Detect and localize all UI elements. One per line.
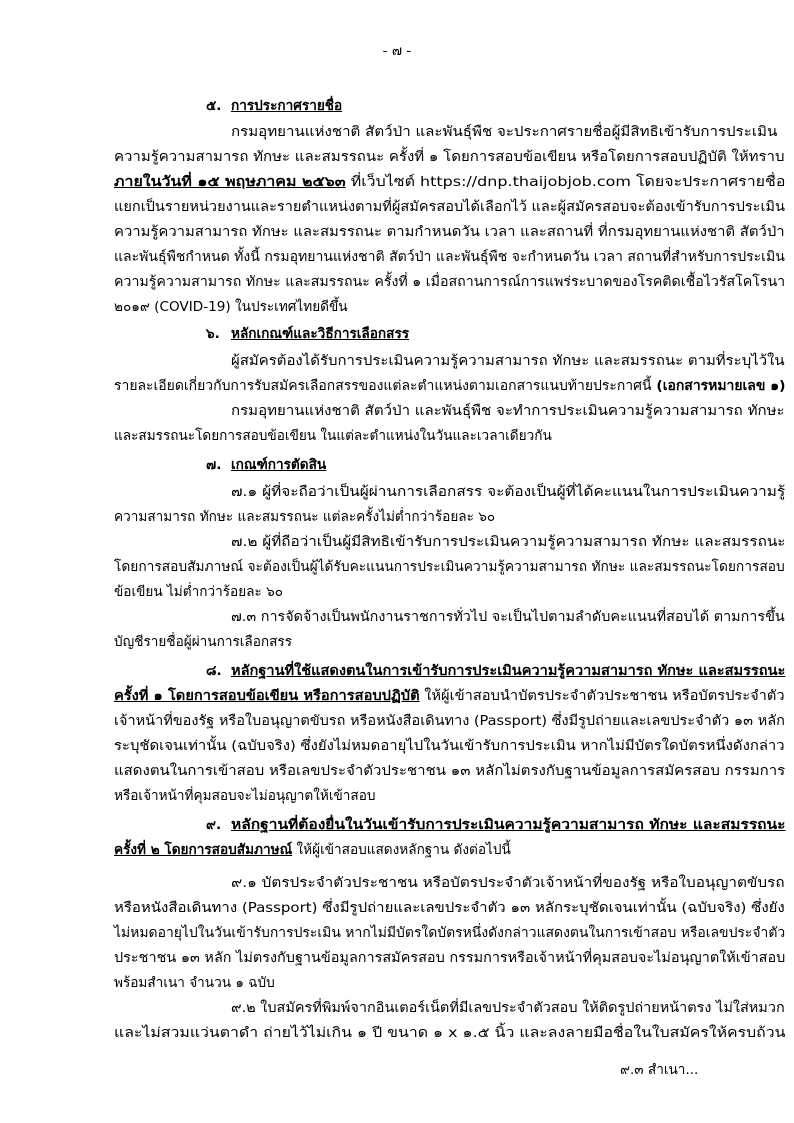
s8-text-line: เจ้าหน้าที่ของรัฐ หรือใบอนุญาตขับรถ หรือหนังสือเดินทาง (Passport) ซึ่งมีรูปถ่ายและเลขประจำตัว ๑๓ หลัก bbox=[114, 713, 785, 729]
s7-item-line: ๗.๓ การจัดจ้างเป็นพนักงานราชการทั่วไป จะเป็นไปตามลำดับคะแนนที่สอบได้ ตามการขึ้น bbox=[231, 609, 785, 625]
section-8-heading-cont: ครั้งที่ ๑ โดยการสอบข้อเขียน หรือการสอบปฏิบัติ bbox=[114, 688, 420, 704]
s5-text-line: ๒๐๑๙ (COVID-19) ในประเทศไทยดีขึ้น bbox=[114, 299, 348, 315]
s7-item-line: ข้อเขียน ไม่ต่ำกว่าร้อยละ ๖๐ bbox=[114, 584, 284, 600]
s5-text-line: ความรู้ความสามารถ ทักษะ และสมรรถนะ ครั้งที่ ๑ เมื่อสถานการณ์การแพร่ระบาดของโรคติดเชื้อไวรัสโคโรนา bbox=[114, 274, 786, 290]
s5-text-line-with-date bbox=[114, 172, 785, 192]
s9-text-line-with-heading: ครั้งที่ ๒ โดยการสอบสัมภาษณ์ ให้ผู้เข้าสอบแสดงหลักฐาน ดังต่อไปนี้ bbox=[114, 842, 511, 858]
section-8-heading: หลักฐานที่ใช้แสดงตนในการเข้ารับการประเมินความรู้ความสามารถ ทักษะ และสมรรถนะ bbox=[231, 663, 786, 679]
section-5-number: ๕. bbox=[206, 98, 222, 114]
s5-text-line: และพันธุ์พืชกำหนด ทั้งนี้ กรมอุทยานแห่งชาติ สัตว์ป่า และพันธุ์พืช จะกำหนดวัน เวลา สถานที่สำหรับการประเมิน bbox=[114, 249, 785, 265]
s9-item-line: ประชาชน ๑๓ หลัก ไม่ตรงกับฐานข้อมูลการสมัครสอบ กรรมการหรือเจ้าหน้าที่คุมสอบจะไม่อนุญาตให้เข้าสอบ bbox=[114, 950, 786, 966]
s7-item-line: โดยการสอบสัมภาษณ์ จะต้องเป็นผู้ได้รับคะแนนการประเมินความรู้ความสามารถ ทักษะ และสมรรถนะโดยการสอบ bbox=[114, 559, 785, 575]
website-text: ที่เว็บไซต์ https://dnp.thaijobjob.com โดยจะประกาศรายชื่อ bbox=[345, 174, 786, 190]
s7-item-line: ๗.๒ ผู้ที่ถือว่าเป็นผู้มีสิทธิเข้ารับการประเมินความรู้ความสามารถ ทักษะ และสมรรถนะ bbox=[231, 534, 786, 550]
s5-text-line: แยกเป็นรายหน่วยงานและรายตำแหน่งตามที่ผู้สมัครสอบได้เลือกไว้ และผู้สมัครสอบจะต้องเข้ารับการประเมิน bbox=[114, 199, 785, 215]
s9-item-line: และไม่สวมแว่นตาดำ ถ่ายไว้ไม่เกิน ๑ ปี ขนาด ๑ x ๑.๕ นิ้ว และลงลายมือชื่อในใบสมัครให้ครบถ้วน bbox=[114, 1025, 786, 1041]
s5-text-line: ความรู้ความสามารถ ทักษะ และสมรรถนะ ครั้งที่ ๑ โดยการสอบข้อเขียน หรือโดยการสอบปฏิบัติ ให้ทราบ bbox=[114, 149, 785, 165]
s8-text-line: ระบุชัดเจนเท่านั้น (ฉบับจริง) ซึ่งยังไม่หมดอายุไปในวันเข้ารับการประเมิน หากไม่มีบัตรใดบัตรหนึ่งดังกล่าว bbox=[114, 738, 785, 754]
section-7-number: ๗. bbox=[206, 457, 222, 473]
s8-text-line: แสดงตนในการเข้าสอบ หรือเลขประจำตัวประชาชน ๑๓ หลักไม่ตรงกับฐานข้อมูลการสมัครสอบ กรรมการ bbox=[114, 763, 786, 779]
s9-item-line: ไม่หมดอายุไปในวันเข้ารับการประเมิน หากไม่มีบัตรใดบัตรหนึ่งดังกล่าวแสดงตนในการเข้าสอบ หรือเลขประจำตัว bbox=[114, 925, 786, 941]
section-6-heading: หลักเกณฑ์และวิธีการเลือกสรร bbox=[231, 326, 410, 342]
s7-item-line: ๗.๑ ผู้ที่จะถือว่าเป็นผู้ผ่านการเลือกสรร จะต้องเป็นผู้ที่ได้คะแนนในการประเมินความรู้ bbox=[231, 484, 786, 500]
s6-text-line: กรมอุทยานแห่งชาติ สัตว์ป่า และพันธุ์พืช จะทำการประเมินความรู้ความสามารถ ทักษะ bbox=[231, 403, 785, 419]
page-number: - ๗ - bbox=[382, 43, 412, 59]
section-7-heading: เกณฑ์การตัดสิน bbox=[231, 457, 327, 473]
s5-text-line: กรมอุทยานแห่งชาติ สัตว์ป่า และพันธุ์พืช จะประกาศรายชื่อผู้มีสิทธิเข้ารับการประเมิน bbox=[231, 124, 778, 140]
s9-item-line: หรือหนังสือเดินทาง (Passport) ซึ่งมีรูปถ่ายและเลขประจำตัว ๑๓ หลักระบุชัดเจนเท่านั้น (ฉบับจริง) ซึ่งยัง bbox=[114, 900, 785, 916]
s7-item-line: ความสามารถ ทักษะ และสมรรถนะ แต่ละครั้งไม่ต่ำกว่าร้อยละ ๖๐ bbox=[114, 509, 496, 525]
section-6-number: ๖. bbox=[206, 326, 220, 342]
announcement-date: ภายในวันที่ ๑๕ พฤษภาคม ๒๕๖๓ bbox=[114, 174, 346, 190]
s6-text-line: และสมรรถนะโดยการสอบข้อเขียน ในแต่ละตำแหน่งในวันและเวลาเดียวกัน bbox=[114, 428, 552, 444]
s7-item-line: บัญชีรายชื่อผู้ผ่านการเลือกสรร bbox=[114, 634, 293, 650]
section-9-number: ๙. bbox=[206, 817, 222, 833]
s6-text-line-with-reference: รายละเอียดเกี่ยวกับการรับสมัครเลือกสรรของแต่ละตำแหน่งตามเอกสารแนบท้ายประกาศนี้ (เอกสารหมายเลข ๑) bbox=[114, 378, 786, 394]
s9-item-line: ๙.๒ ใบสมัครที่พิมพ์จากอินเตอร์เน็ตที่มีเลขประจำตัวสอบ ให้ติดรูปถ่ายหน้าตรง ไม่ใส่หมวก bbox=[231, 1000, 785, 1016]
section-8-number: ๘. bbox=[206, 663, 222, 679]
s9-item-line: พร้อมสำเนา จำนวน ๑ ฉบับ bbox=[114, 975, 275, 991]
s8-text-line-with-heading: ครั้งที่ ๑ โดยการสอบข้อเขียน หรือการสอบปฏิบัติ ให้ผู้เข้าสอบนำบัตรประจำตัวประชาชน หรือบัตรประจำตัว bbox=[114, 688, 785, 704]
continuation-note: ๙.๓ สำเนา... bbox=[620, 1062, 699, 1078]
s8-text-line: หรือเจ้าหน้าที่คุมสอบจะไม่อนุญาตให้เข้าสอบ bbox=[114, 788, 376, 804]
document-reference: (เอกสารหมายเลข ๑) bbox=[651, 378, 786, 394]
section-9-heading: หลักฐานที่ต้องยื่นในวันเข้ารับการประเมินความรู้ความสามารถ ทักษะ และสมรรถนะ bbox=[231, 817, 786, 833]
section-9-heading-cont: ครั้งที่ ๒ โดยการสอบสัมภาษณ์ bbox=[114, 842, 293, 858]
section-5-heading: การประกาศรายชื่อ bbox=[231, 98, 343, 114]
s9-item-line: ๙.๑ บัตรประจำตัวประชาชน หรือบัตรประจำตัวเจ้าหน้าที่ของรัฐ หรือใบอนุญาตขับรถ bbox=[231, 875, 785, 891]
s5-text-line: ความรู้ความสามารถ ทักษะ และสมรรถนะ ตามกำหนดวัน เวลา และสถานที่ ที่กรมอุทยานแห่งชาติ สัตว์ป่า bbox=[114, 224, 785, 240]
s6-text-line: ผู้สมัครต้องได้รับการประเมินความรู้ความสามารถ ทักษะ และสมรรถนะ ตามที่ระบุไว้ใน bbox=[231, 353, 785, 369]
